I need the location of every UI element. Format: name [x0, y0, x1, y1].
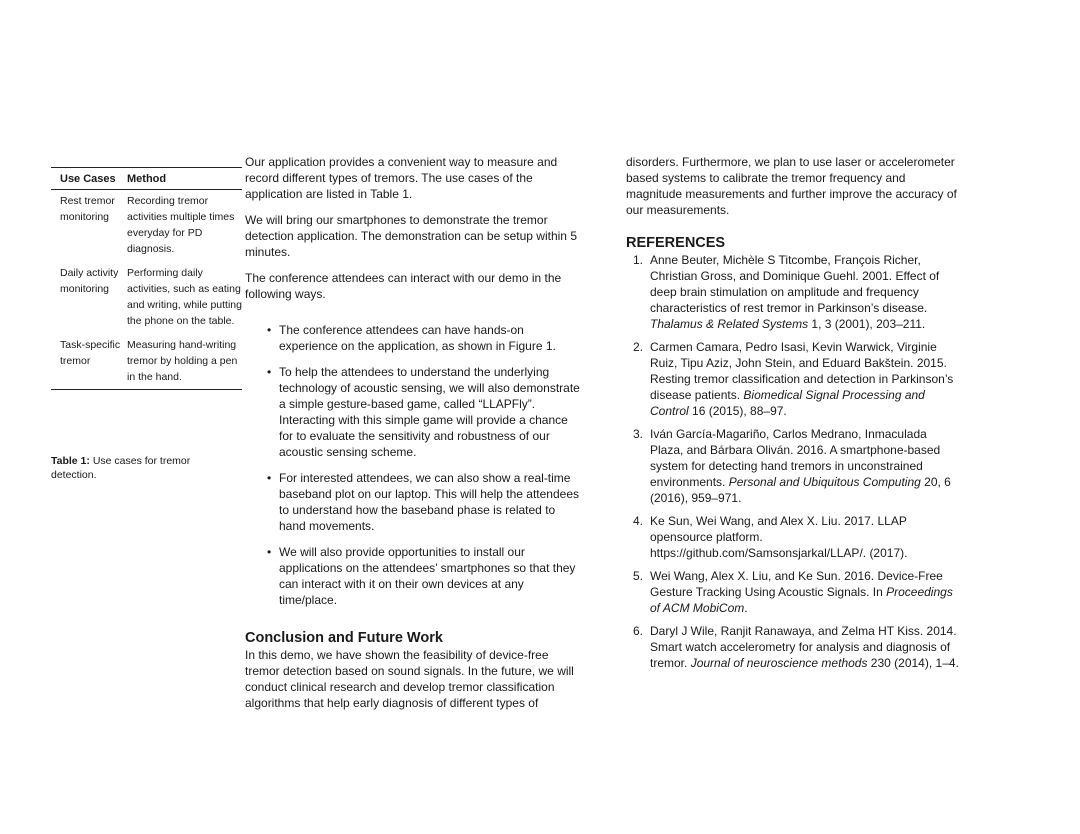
reference-tail: . [744, 601, 748, 615]
list-item [245, 470, 585, 534]
table-header-method: Method [127, 173, 167, 185]
reference-item [626, 426, 960, 506]
reference-number: 4. [633, 514, 644, 528]
intro-paragraph: Our application provides a convenient way to measure and record different types of tremors. The use cases of the application are listed in Table 1. [245, 155, 558, 201]
reference-item [626, 252, 960, 332]
use-cases-table [51, 167, 242, 390]
table-caption-label: Table 1: [51, 455, 90, 467]
reference-venue: Biomedical Signal Processing and Control [650, 388, 925, 418]
reference-tail: 230 (2014), 1–4. [867, 656, 959, 670]
conclusion-paragraph: In this demo, we have shown the feasibility of device-free tremor detection based on sound signals. In the future, we will conduct clinical research and develop tremor classification algorithms that help early diagnosis of different types of [245, 648, 574, 710]
references-list [626, 252, 960, 671]
reference-tail: 16 (2015), 88–97. [688, 404, 787, 418]
reference-text: Anne Beuter, Michèle S Titcombe, François Richer, Christian Gross, and Dominique Guehl. 2001. Effect of deep brain stimulation on amplitude and frequency characteristics of rest tremor in Parkinson’s disease. [650, 253, 940, 315]
list-item [245, 322, 585, 354]
table-bottom-rule [51, 389, 242, 390]
middle-column [245, 154, 585, 711]
table-cell-method: Recording tremor activities multiple times everyday for PD diagnosis. [127, 195, 235, 255]
reference-venue: Personal and Ubiquitous Computing [728, 475, 921, 489]
list-item-text: We will also provide opportunities to install our applications on the attendees’ smartphones so that they can interact with it on their own devices at any time/place. [279, 545, 576, 607]
table-cell-use-case: Daily activity monitoring [60, 267, 119, 295]
reference-venue: Thalamus & Related Systems [650, 317, 809, 331]
reference-venue: Proceedings of ACM MobiCom [650, 585, 953, 615]
table-body [51, 190, 242, 389]
bullet-icon: • [267, 323, 272, 337]
reference-text: Ke Sun, Wei Wang, and Alex X. Liu. 2017. LLAP opensource platform. https://github.com/Samsonsjarkal/LLAP/. (2017). [650, 514, 908, 560]
reference-item [626, 623, 960, 671]
reference-tail: 1, 3 (2001), 203–211. [808, 317, 926, 331]
table-row [51, 337, 242, 385]
conclusion-heading: Conclusion and Future Work [245, 630, 443, 646]
demo-setup-paragraph: We will bring our smartphones to demonstrate the tremor detection application. The demonstration can be setup within 5 minutes. [245, 213, 577, 259]
interaction-paragraph: The conference attendees can interact with our demo in the following ways. [245, 271, 562, 301]
reference-number: 6. [633, 624, 644, 638]
table-cell-use-case: Task-specific tremor [60, 339, 121, 367]
reference-number: 5. [633, 569, 644, 583]
right-column [626, 154, 960, 678]
table-caption [51, 454, 236, 482]
bullet-icon: • [267, 471, 272, 485]
list-item [245, 364, 585, 460]
table-row [51, 193, 242, 257]
reference-text: Carmen Camara, Pedro Isasi, Kevin Warwick, Virginie Ruiz, Tipu Aziz, John Stein, and Eduard Bakštein. 2015. Resting tremor classification and detection in Parkinson’s disease patients. [650, 340, 954, 402]
reference-item [626, 339, 960, 419]
reference-number: 2. [633, 340, 644, 354]
table-header-row [51, 168, 242, 189]
table-cell-method: Measuring hand-writing tremor by holding a pen in the hand. [127, 339, 238, 383]
reference-text: Daryl J Wile, Ranjit Ranawaya, and Zelma HT Kiss. 2014. Smart watch accelerometry for analysis and diagnosis of tremor. [650, 624, 957, 670]
reference-item [626, 513, 960, 561]
table-row [51, 265, 242, 329]
bullet-icon: • [267, 545, 272, 559]
reference-tail: 20, 6 (2016), 959–971. [650, 475, 951, 505]
interaction-list [245, 322, 585, 608]
table-cell-use-case: Rest tremor monitoring [60, 195, 115, 223]
table-header-use-cases: Use Cases [60, 173, 116, 185]
references-heading: REFERENCES [626, 235, 726, 251]
reference-text: Iván García-Magariño, Carlos Medrano, Inmaculada Plaza, and Bárbara Oliván. 2016. A smartphone-based system for detecting hand tremors in unconstrained environments. [650, 427, 941, 489]
list-item-text: The conference attendees can have hands-on experience on the application, as shown in Figure 1. [279, 323, 556, 353]
table-caption-text: Use cases for tremor detection. [51, 455, 191, 481]
reference-number: 3. [633, 427, 644, 441]
table-cell-method: Performing daily activities, such as eating and writing, while putting the phone on the table. [127, 267, 242, 327]
reference-venue: Journal of neuroscience methods [690, 656, 868, 670]
list-item-text: For interested attendees, we can also show a real-time baseband plot on our laptop. This will help the attendees to understand how the baseband phase is related to hand movements. [279, 471, 579, 533]
reference-item [626, 568, 960, 616]
continuation-paragraph: disorders. Furthermore, we plan to use laser or accelerometer based systems to calibrate the tremor frequency and magnitude measurements and further improve the accuracy of our measurements. [626, 155, 957, 217]
bullet-icon: • [267, 365, 272, 379]
reference-text: Wei Wang, Alex X. Liu, and Ke Sun. 2016. Device-Free Gesture Tracking Using Acoustic Signals. In [650, 569, 943, 599]
list-item [245, 544, 585, 608]
reference-number: 1. [633, 253, 644, 267]
list-item-text: To help the attendees to understand the underlying technology of acoustic sensing, we will also demonstrate a simple gesture-based game, called “LLAPFly”. Interacting with this simple game will provide a chance for to evaluate the sensitivity and robustness of our acoustic sensing scheme. [279, 365, 580, 459]
